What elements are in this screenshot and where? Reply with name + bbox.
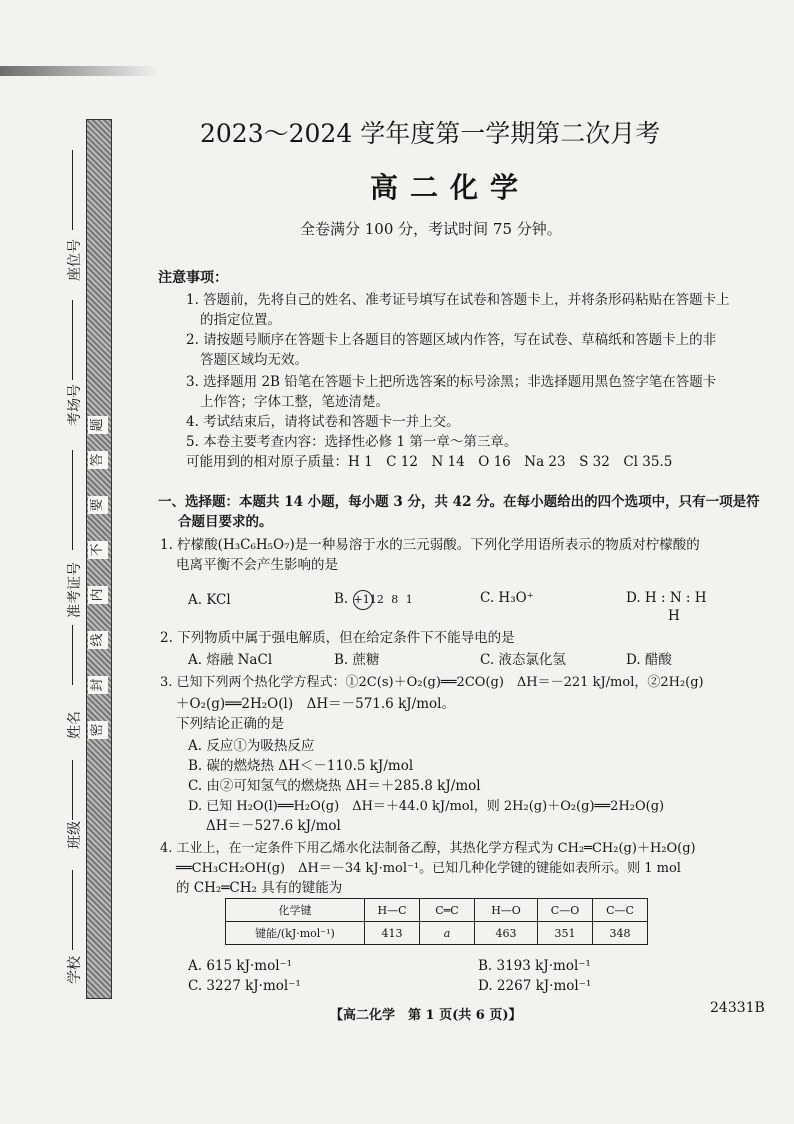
option-c: C. 液态氯化氢 xyxy=(480,652,566,668)
scan-edge xyxy=(0,66,160,76)
seat-number-label: 座位号 xyxy=(67,239,83,281)
table-cell: C—C xyxy=(593,899,648,922)
table-cell: H—O xyxy=(475,899,538,922)
notice-item: 答题区域均无效。 xyxy=(200,352,308,368)
option-d: D. 醋酸 xyxy=(626,652,672,668)
page-footer: 【高二化学 第 1 页(共 6 页)】 xyxy=(330,1008,522,1023)
option-b-label: B. xyxy=(334,591,349,607)
table-cell: C═C xyxy=(420,899,475,922)
option-d: D. 已知 H₂O(l)══H₂O(g) ΔH＝＋44.0 kJ/mol，则 2H₂(g)＋O₂(g)══2H₂O(g) xyxy=(188,799,665,814)
notice-heading: 注意事项： xyxy=(158,270,228,286)
electron-shells: 2 8 1 xyxy=(376,593,415,606)
table-cell: 351 xyxy=(538,922,593,945)
question-stem: 1. 柠檬酸(H₃C₆H₅O₇)是一种易溶于水的三元弱酸。下列化学用语所表示的物质对柠檬酸的 xyxy=(160,537,700,553)
table-cell: 413 xyxy=(365,922,420,945)
notice-item: 1. 答题前，先将自己的姓名、准考证号填写在试卷和答题卡上，并将条形码粘贴在答题卡上 xyxy=(186,292,730,308)
fill-line xyxy=(72,625,73,685)
exam-room-label: 考场号 xyxy=(67,384,83,426)
option-b xyxy=(334,590,415,610)
nucleus-icon: +11 xyxy=(353,590,373,610)
fill-line xyxy=(72,450,73,550)
option-a: A. 熔融 NaCl xyxy=(188,652,273,668)
bond-energy-table xyxy=(225,898,648,945)
fill-line xyxy=(72,870,73,950)
notice-item: 2. 请按题号顺序在答题卡上各题目的答题区域内作答，写在试卷、草稿纸和答题卡上的非 xyxy=(186,332,717,348)
section-heading: 一、选择题：本题共 14 小题，每小题 3 分，共 42 分。在每小题给出的四个选项中，只有一项是符 xyxy=(158,494,760,510)
school-label: 学校 xyxy=(67,956,83,984)
notice-item: 的指定位置。 xyxy=(200,312,281,328)
question-stem: ══CH₃CH₂OH(g) ΔH＝－34 kJ·mol⁻¹。已知几种化学键的键能如表所示。则 1 mol xyxy=(176,861,681,876)
class-label: 班级 xyxy=(67,821,83,849)
binding-strip xyxy=(86,119,112,999)
question-stem: ＋O₂(g)══2H₂O(l) ΔH＝－571.6 kJ/mol。 xyxy=(176,696,455,712)
option-b: B. 3193 kJ·mol⁻¹ xyxy=(478,958,591,974)
option-b: B. 碳的燃烧热 ΔH＜－110.5 kJ/mol xyxy=(188,758,414,774)
seal-char: 密 xyxy=(88,721,108,739)
option-a: A. 615 kJ·mol⁻¹ xyxy=(188,958,293,974)
table-row xyxy=(226,922,648,945)
table-cell: a xyxy=(420,922,475,945)
exam-info: 全卷满分 100 分，考试时间 75 分钟。 xyxy=(300,220,562,238)
question-stem: 2. 下列物质中属于强电解质，但在给定条件下不能导电的是 xyxy=(160,630,515,646)
question-stem: 下列结论正确的是 xyxy=(176,716,284,732)
question-stem: 电离平衡不会产生影响的是 xyxy=(176,557,338,573)
exam-title: 2023～2024 学年度第一学期第二次月考 xyxy=(200,119,661,148)
table-cell: C—O xyxy=(538,899,593,922)
seal-char: 题 xyxy=(88,416,108,434)
table-cell: 键能/(kJ·mol⁻¹) xyxy=(226,922,365,945)
fill-line xyxy=(72,300,73,380)
seal-char: 内 xyxy=(88,586,108,604)
option-c: C. 3227 kJ·mol⁻¹ xyxy=(188,978,301,994)
seal-char: 答 xyxy=(88,451,108,469)
option-d: D. 2267 kJ·mol⁻¹ xyxy=(478,978,592,994)
option-d-cont: ΔH＝－527.6 kJ/mol xyxy=(206,818,341,834)
option-d-h: H xyxy=(668,608,680,624)
option-a: A. 反应①为吸热反应 xyxy=(188,738,315,754)
option-b: B. 蔗糖 xyxy=(334,652,380,668)
option-c: C. 由②可知氢气的燃烧热 ΔH＝＋285.8 kJ/mol xyxy=(188,778,481,794)
question-stem: 的 CH₂═CH₂ 具有的键能为 xyxy=(176,880,343,896)
fill-line xyxy=(72,150,73,230)
exam-code: 24331B xyxy=(710,1000,765,1016)
atomic-mass-line: 可能用到的相对原子质量：H 1 C 12 N 14 O 16 Na 23 S 32 Cl 35.5 xyxy=(186,454,673,470)
admission-number-label: 准考证号 xyxy=(67,562,83,618)
notice-item: 上作答；字体工整，笔迹清楚。 xyxy=(200,394,389,410)
option-d: D. H : N : H xyxy=(626,590,707,606)
seal-char: 不 xyxy=(88,541,108,559)
seal-char: 封 xyxy=(88,676,108,694)
subject-title: 高二化学 xyxy=(370,171,531,204)
seal-char: 要 xyxy=(88,496,108,514)
seal-char: 线 xyxy=(88,631,108,649)
option-a: A. KCl xyxy=(188,592,231,608)
question-stem: 4. 工业上，在一定条件下用乙烯水化法制备乙醇，其热化学方程式为 CH₂═CH₂(g)＋H₂O(g) xyxy=(160,841,696,856)
table-cell: 348 xyxy=(593,922,648,945)
notice-item: 5. 本卷主要考查内容：选择性必修 1 第一章～第三章。 xyxy=(186,434,518,450)
notice-item: 3. 选择题用 2B 铅笔在答题卡上把所选答案的标号涂黑；非选择题用黑色签字笔在答题卡 xyxy=(186,374,717,390)
table-cell: 463 xyxy=(475,922,538,945)
notice-item: 4. 考试结束后，请将试卷和答题卡一并上交。 xyxy=(186,414,460,430)
question-stem: 3. 已知下列两个热化学方程式：①2C(s)＋O₂(g)══2CO(g) ΔH＝－221 kJ/mol，②2H₂(g) xyxy=(160,675,704,690)
section-heading: 合题目要求的。 xyxy=(178,514,273,530)
name-label: 姓名 xyxy=(67,711,83,739)
option-c: C. H₃O⁺ xyxy=(480,590,534,606)
table-row xyxy=(226,899,648,922)
table-cell: H—C xyxy=(365,899,420,922)
table-cell: 化学键 xyxy=(226,899,365,922)
